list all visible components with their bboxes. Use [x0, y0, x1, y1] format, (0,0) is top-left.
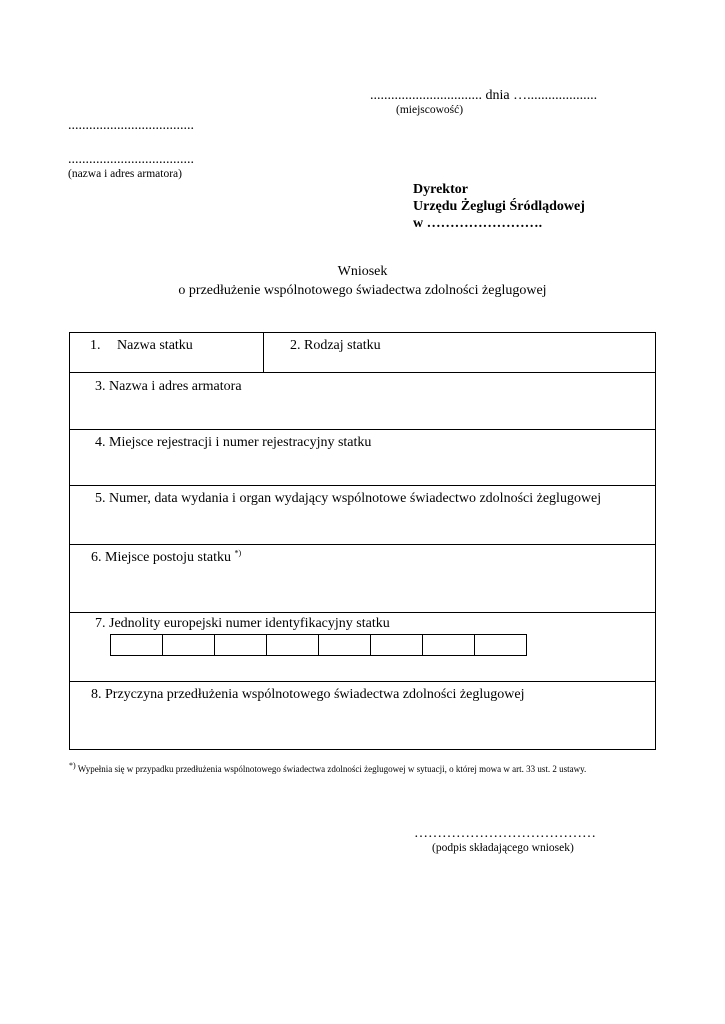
- document-subtitle: o przedłużenie wspólnotowego świadectwa zdolności żeglugowej: [178, 283, 547, 298]
- field-2-label: 2. Rodzaj statku: [290, 338, 381, 353]
- row-1-divider: [263, 333, 264, 372]
- footnote-marker: *): [69, 761, 76, 770]
- eni-digit-cell[interactable]: [214, 634, 267, 656]
- field-3-label: 3. Nazwa i adres armatora: [95, 379, 242, 394]
- form-row-1: [69, 332, 656, 373]
- footnote: [69, 761, 587, 774]
- footnote-text: Wypełnia się w przypadku przedłużenia wspólnotowego świadectwa zdolności żeglugowej w sytuacji, o której mowa w art. 33 ust. 2 ustawy.: [77, 764, 587, 774]
- owner-line-1: ....................................: [68, 118, 194, 133]
- signature-line: …………………………………: [414, 826, 596, 841]
- form-row-8: [69, 681, 656, 750]
- document-title: Wniosek: [337, 264, 388, 279]
- eni-number-cells: [110, 634, 527, 656]
- field-6-label: 6. Miejsce postoju statku *): [91, 548, 242, 565]
- eni-digit-cell[interactable]: [162, 634, 215, 656]
- addressee-line-1: Dyrektor: [413, 182, 468, 197]
- place-date-line: ................................ dnia …....................: [370, 88, 598, 103]
- eni-digit-cell[interactable]: [318, 634, 371, 656]
- place-caption: (miejscowość): [396, 104, 464, 116]
- eni-digit-cell[interactable]: [422, 634, 475, 656]
- field-6-footnote-marker: *): [234, 548, 242, 558]
- owner-caption: (nazwa i adres armatora): [68, 168, 182, 180]
- eni-digit-cell[interactable]: [266, 634, 319, 656]
- eni-digit-cell[interactable]: [110, 634, 163, 656]
- field-8-label: 8. Przyczyna przedłużenia wspólnotowego świadectwa zdolności żeglugowej: [91, 687, 525, 702]
- form-row-4: [69, 429, 656, 486]
- application-form: [69, 332, 656, 750]
- field-1-number: 1.: [90, 338, 101, 353]
- signature-caption: (podpis składającego wniosek): [432, 842, 574, 854]
- form-row-5: [69, 485, 656, 545]
- eni-digit-cell[interactable]: [474, 634, 527, 656]
- field-7-label: 7. Jednolity europejski numer identyfikacyjny statku: [95, 616, 390, 631]
- addressee-line-3: w …………………….: [413, 216, 543, 231]
- field-4-label: 4. Miejsce rejestracji i numer rejestracyjny statku: [95, 435, 372, 450]
- addressee-line-2: Urzędu Żeglugi Śródlądowej: [413, 199, 585, 214]
- field-5-label: 5. Numer, data wydania i organ wydający wspólnotowe świadectwo zdolności żeglugowej: [95, 491, 602, 506]
- eni-digit-cell[interactable]: [370, 634, 423, 656]
- field-1-label: Nazwa statku: [117, 338, 193, 353]
- owner-line-2: ....................................: [68, 152, 194, 167]
- form-row-3: [69, 372, 656, 430]
- form-row-6: [69, 544, 656, 613]
